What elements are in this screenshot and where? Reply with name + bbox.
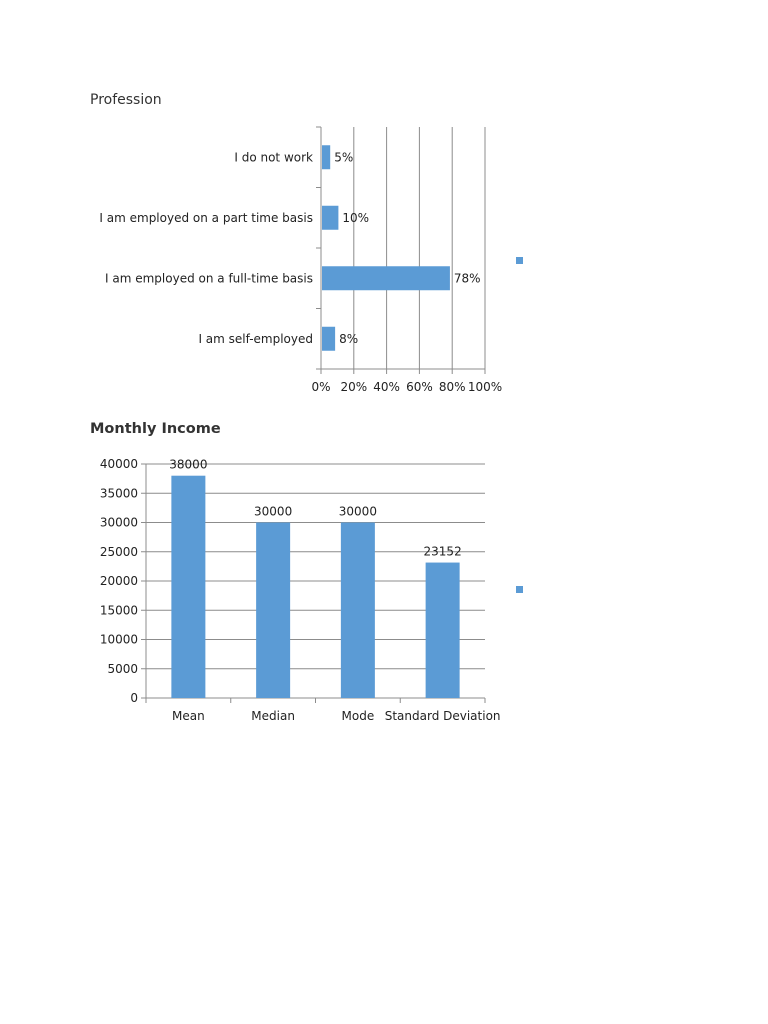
y-tick-label: 35000 (99, 486, 138, 501)
data-label: 23152 (423, 544, 462, 559)
category-label: I am employed on a part time basis (99, 210, 313, 225)
category-label: Mode (341, 709, 375, 723)
data-label: 30000 (254, 504, 293, 519)
bar (256, 523, 290, 699)
data-label: 78% (453, 271, 481, 286)
legend-marker (516, 257, 523, 264)
bar (426, 563, 460, 698)
y-tick-label: 20000 (99, 574, 138, 588)
y-tick-label: 10000 (99, 632, 138, 647)
bar (322, 206, 338, 230)
category-label: Median (251, 709, 295, 723)
y-tick-label: 30000 (99, 515, 138, 530)
bar (322, 266, 450, 290)
category-label: I am employed on a full-time basis (105, 271, 313, 286)
x-tick-label: 20% (340, 380, 368, 394)
data-label: 10% (342, 210, 370, 225)
legend-marker (516, 586, 523, 593)
data-label: 5% (334, 150, 354, 165)
bar (171, 476, 205, 698)
y-tick-label: 5000 (107, 661, 138, 676)
x-tick-label: 60% (406, 380, 433, 394)
category-label: Mean (172, 709, 205, 723)
bar (322, 327, 335, 351)
x-tick-label: 40% (373, 380, 400, 394)
bar (322, 145, 330, 169)
profession-chart (0, 0, 768, 410)
category-label: I do not work (234, 150, 313, 165)
y-tick-label: 40000 (99, 457, 138, 471)
monthly-income-chart-title: Monthly Income (90, 421, 221, 437)
category-label: Standard Deviation (384, 709, 501, 723)
y-tick-label: 0 (130, 691, 138, 705)
bar (341, 523, 375, 699)
profession-chart-title: Profession (90, 92, 162, 108)
data-label: 8% (339, 331, 359, 346)
data-label: 30000 (338, 504, 377, 519)
x-tick-label: 0% (311, 380, 331, 394)
x-tick-label: 80% (438, 380, 466, 394)
y-tick-label: 15000 (99, 603, 138, 618)
data-label: 38000 (169, 457, 208, 472)
y-tick-label: 25000 (99, 544, 138, 559)
category-label: I am self-employed (198, 331, 313, 346)
x-tick-label: 100% (467, 380, 503, 394)
